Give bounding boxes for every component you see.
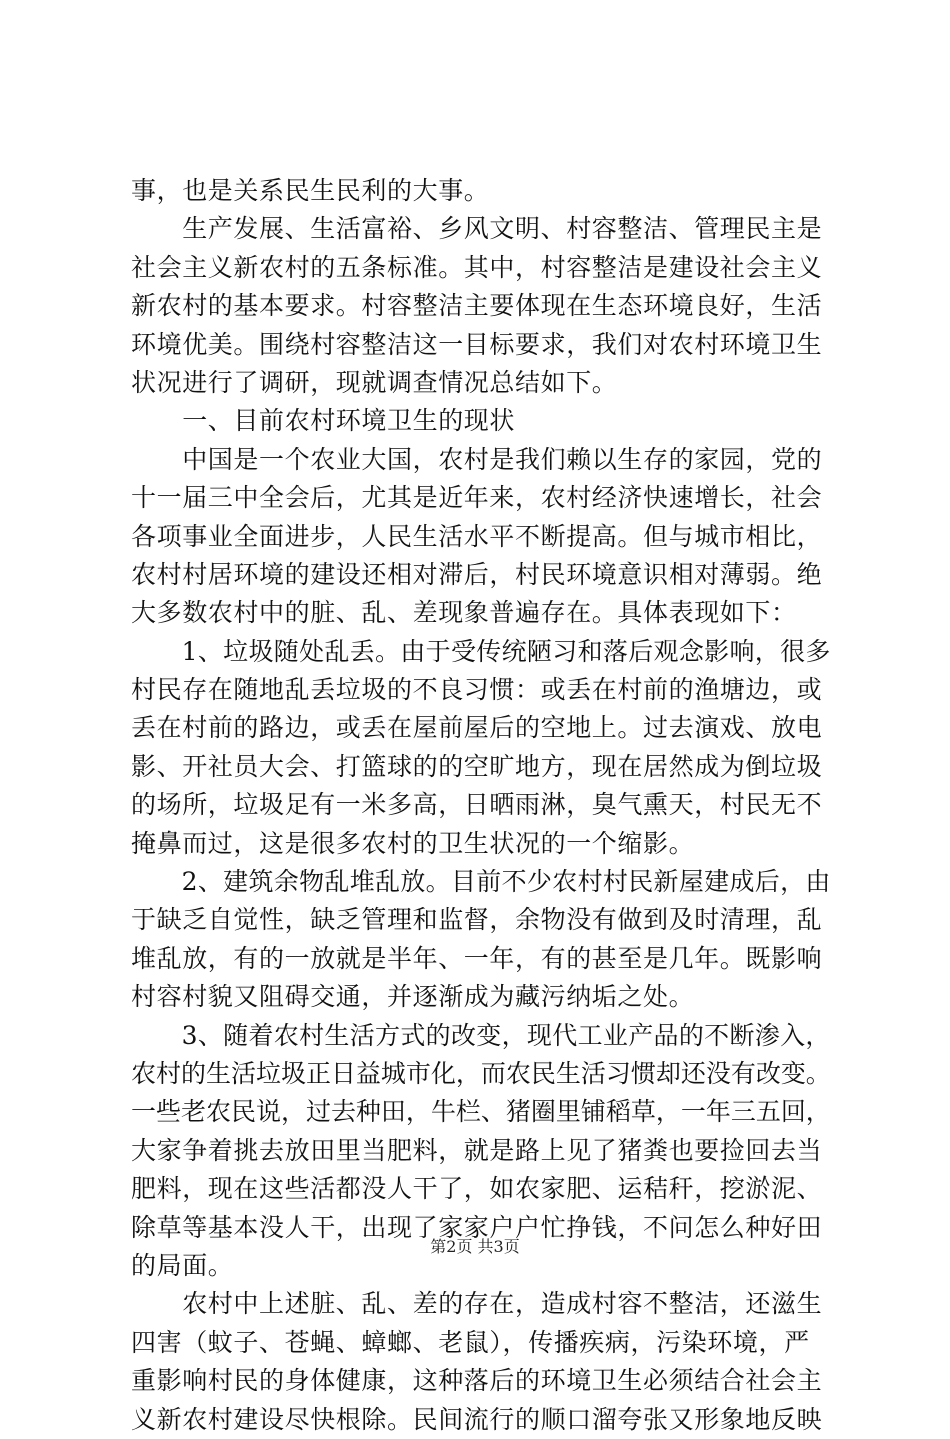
text-line: 状况进行了调研，现就调查情况总结如下。 — [131, 367, 618, 397]
text-line: 四害（蚊子、苍蝇、蟑螂、老鼠），传播疾病，污染环境，严 — [131, 1327, 810, 1357]
text-line: 除草等基本没人干，出现了家家户户忙挣钱，不问怎么种好田 — [131, 1212, 823, 1242]
text-line: 的局面。 — [131, 1250, 234, 1280]
text-line: 重影响村民的身体健康，这种落后的环境卫生必须结合社会主 — [131, 1366, 823, 1396]
page-footer — [0, 1237, 950, 1257]
page-number-label: 第2页 共3页 — [430, 1237, 520, 1256]
text-line: 生产发展、生活富裕、乡风文明、村容整洁、管理民主是 — [131, 214, 823, 244]
text-line: 2、建筑余物乱堆乱放。目前不少农村村民新屋建成后，由 — [131, 867, 831, 897]
text-line: 影、开社员大会、打篮球的的空旷地方，现在居然成为倒垃圾 — [131, 751, 823, 781]
text-line: 大家争着挑去放田里当肥料，就是路上见了猪粪也要捡回去当 — [131, 1135, 823, 1165]
text-line: 新农村的基本要求。村容整洁主要体现在生态环境良好，生活 — [131, 291, 823, 321]
text-line: 丢在村前的路边，或丢在屋前屋后的空地上。过去演戏、放电 — [131, 713, 823, 743]
text-line: 于缺乏自觉性，缺乏管理和监督，余物没有做到及时清理，乱 — [131, 905, 823, 935]
text-line: 环境优美。围绕村容整洁这一目标要求，我们对农村环境卫生 — [131, 329, 823, 359]
text-line: 义新农村建设尽快根除。民间流行的顺口溜夸张又形象地反映 — [131, 1404, 823, 1434]
text-line: 农村的生活垃圾正日益城市化，而农民生活习惯却还没有改变。 — [131, 1058, 831, 1088]
text-line: 堆乱放，有的一放就是半年、一年，有的甚至是几年。既影响 — [131, 943, 823, 973]
text-line: 事，也是关系民生民利的大事。 — [131, 176, 490, 205]
text-line: 的场所，垃圾足有一米多高，日晒雨淋，臭气熏天，村民无不 — [131, 790, 823, 820]
text-line: 1、垃圾随处乱丢。由于受传统陋习和落后观念影响，很多 — [131, 636, 831, 666]
text-line: 一些老农民说，过去种田，牛栏、猪圈里铺稻草，一年三五回， — [131, 1097, 831, 1127]
text-line: 社会主义新农村的五条标准。其中，村容整洁是建设社会主义 — [131, 252, 823, 282]
text-line: 村民存在随地乱丢垃圾的不良习惯：或丢在村前的渔塘边，或 — [131, 675, 823, 705]
text-line: 农村中上述脏、乱、差的存在，造成村容不整洁，还滋生 — [131, 1289, 823, 1319]
text-line: 各项事业全面进步，人民生活水平不断提高。但与城市相比， — [131, 521, 823, 551]
text-line: 掩鼻而过，这是很多农村的卫生状况的一个缩影。 — [131, 828, 695, 858]
text-line: 中国是一个农业大国，农村是我们赖以生存的家园，党的 — [131, 444, 823, 474]
text-line: 大多数农村中的脏、乱、差现象普遍存在。具体表现如下： — [131, 598, 797, 628]
text-line: 农村村居环境的建设还相对滞后，村民环境意识相对薄弱。绝 — [131, 559, 823, 589]
text-line: 3、随着农村生活方式的改变，现代工业产品的不断渗入， — [131, 1020, 831, 1050]
text-line: 肥料，现在这些活都没人干了，如农家肥、运秸秆，挖淤泥、 — [131, 1174, 823, 1204]
text-line: 十一届三中全会后，尤其是近年来，农村经济快速增长，社会 — [131, 483, 823, 513]
section-heading: 一、目前农村环境卫生的现状 — [131, 406, 516, 436]
text-line: 村容村貌又阻碍交通，并逐渐成为藏污纳垢之处。 — [131, 982, 695, 1012]
